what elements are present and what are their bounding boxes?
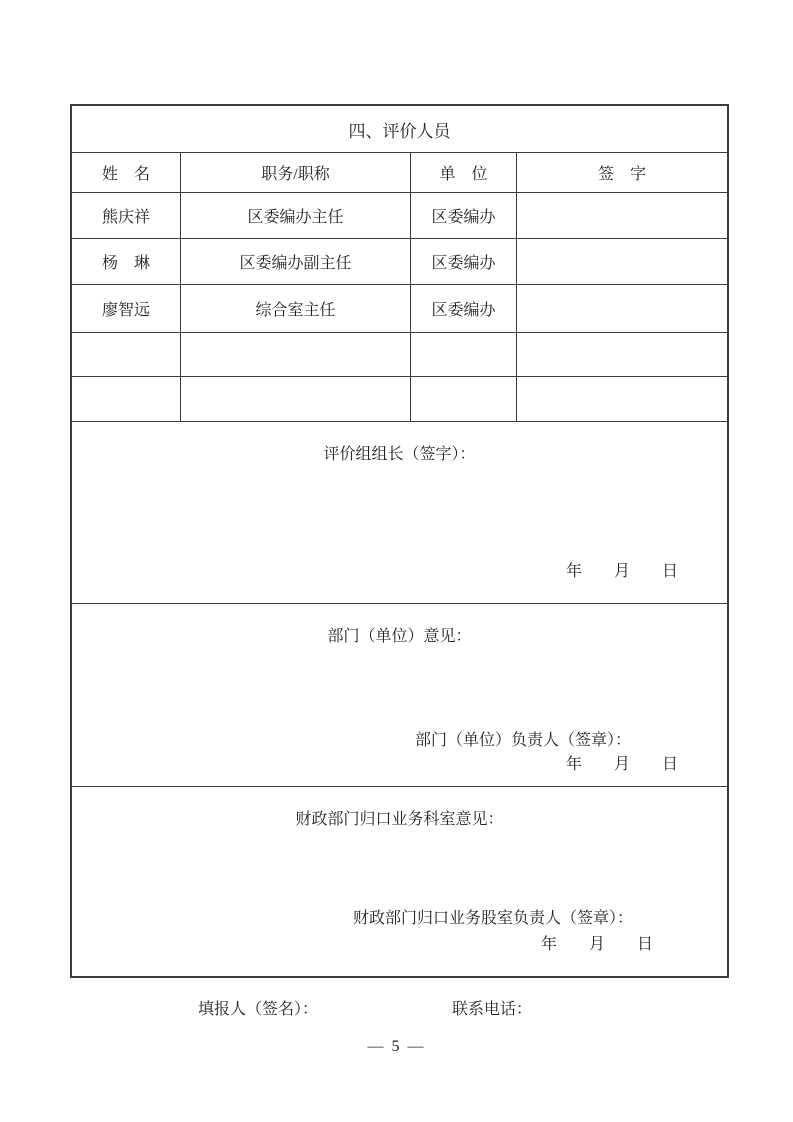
cell-name [72,377,180,421]
cell-position: 区委编办副主任 [180,239,410,284]
header-position: 职务/职称 [180,153,410,192]
cell-position [180,333,410,376]
cell-name [72,333,180,376]
table-title: 四、评价人员 [348,121,451,141]
header-signature: 签 字 [516,153,727,192]
finance-opinion-date: 年 月 日 [540,936,653,953]
table-row [72,192,727,238]
page-number: — 5 — [367,1038,426,1055]
footer-phone-label: 联系电话： [452,1001,533,1018]
cell-name: 杨 琳 [101,255,150,272]
department-signer-label: 部门（单位）负责人（签章）： [414,732,631,749]
section-evaluation-leader [72,421,727,603]
cell-unit [410,377,516,421]
department-opinion-date: 年 月 日 [565,756,678,773]
finance-opinion-label: 财政部门归口业务科室意见： [295,811,504,828]
evaluation-form-table [70,104,729,978]
cell-signature [516,377,727,421]
table-title-row [72,106,727,152]
table-header-row [72,152,727,192]
cell-position: 区委编办主任 [180,193,410,238]
department-opinion-label: 部门（单位）意见： [327,628,472,645]
cell-unit [410,333,516,376]
evaluation-leader-label: 评价组组长（签字）： [323,446,476,463]
cell-signature [516,193,727,238]
section-department-opinion [72,603,727,786]
footer-filler-label: 填报人（签名）： [198,1001,319,1018]
cell-unit: 区委编办 [410,285,516,332]
section-finance-opinion [72,786,727,976]
cell-unit: 区委编办 [410,193,516,238]
table-row [72,376,727,421]
table-row [72,332,727,376]
table-row [72,238,727,284]
cell-position [180,377,410,421]
cell-name: 廖智远 [101,302,150,319]
evaluation-leader-date: 年 月 日 [565,563,678,580]
finance-signer-label: 财政部门归口业务股室负责人（签章）： [352,910,633,927]
header-name: 姓 名 [101,166,150,183]
header-unit: 单 位 [410,153,516,192]
table-row [72,284,727,332]
cell-signature [516,285,727,332]
cell-signature [516,239,727,284]
cell-signature [516,333,727,376]
cell-position: 综合室主任 [180,285,410,332]
cell-name: 熊庆祥 [101,209,150,226]
cell-unit: 区委编办 [410,239,516,284]
